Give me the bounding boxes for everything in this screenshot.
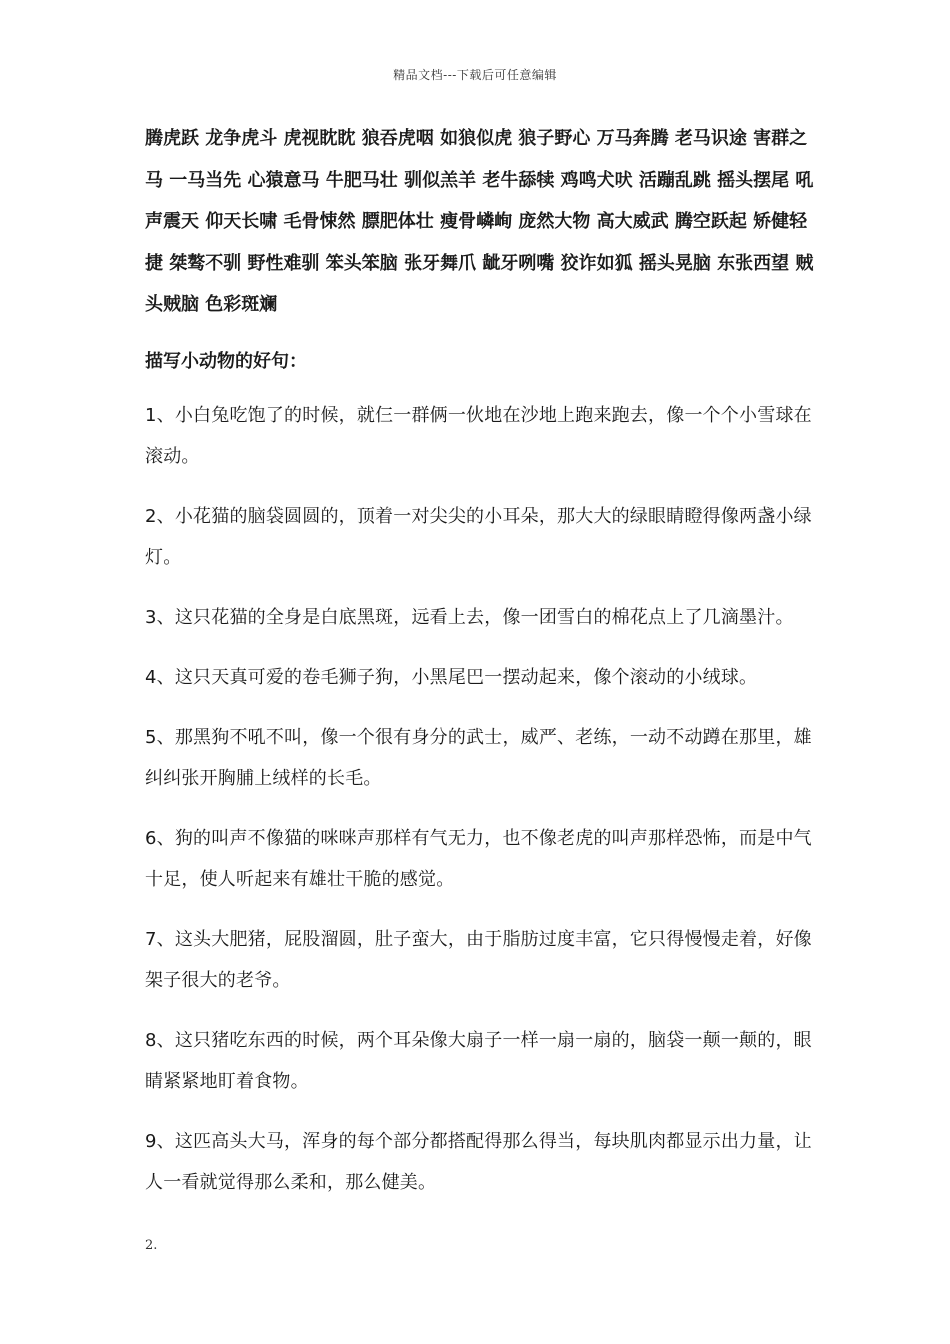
sentence-item: 7、这头大肥猪，屁股溜圆，肚子蛮大，由于脂肪过度丰富，它只得慢慢走着，好像架子很大的老爷。 <box>145 928 812 991</box>
document-body <box>145 118 820 1222</box>
sentence-item: 5、那黑狗不吼不叫，像一个很有身分的武士，威严、老练，一动不动蹲在那里，雄纠纠张开胸脯上绒样的长毛。 <box>145 726 812 789</box>
sentence-item: 3、这只花猫的全身是白底黑斑，远看上去，像一团雪白的棉花点上了几滴墨汁。 <box>145 606 794 628</box>
sentence-item: 2、小花猫的脑袋圆圆的，顶着一对尖尖的小耳朵，那大大的绿眼睛瞪得像两盏小绿灯。 <box>145 505 812 568</box>
idiom-list: 腾虎跃 龙争虎斗 虎视眈眈 狼吞虎咽 如狼似虎 狼子野心 万马奔腾 老马识途 害群之马 一马当先 心猿意马 牛肥马壮 驯似羔羊 老牛舔犊 鸡鸣犬吠 活蹦乱跳 摇头摆尾 吼声震天 仰天长啸 毛骨悚然 膘肥体壮 瘦骨嶙峋 庞然大物 高大威武 腾空跃起 矫健轻捷 桀骜不驯 野性难驯 笨头笨脑 张牙舞爪 龇牙咧嘴 狡诈如狐 摇头晃脑 东张西望 贼头贼脑 色彩斑斓 <box>145 128 814 315</box>
page-number: 2. <box>145 1238 158 1253</box>
sentence-item: 4、这只天真可爱的卷毛狮子狗，小黑尾巴一摆动起来，像个滚动的小绒球。 <box>145 666 758 688</box>
section-heading: 描写小动物的好句： <box>145 350 307 372</box>
sentence-item: 1、小白兔吃饱了的时候，就仨一群俩一伙地在沙地上跑来跑去，像一个个小雪球在滚动。 <box>145 404 812 467</box>
sentence-item: 6、狗的叫声不像猫的咪咪声那样有气无力，也不像老虎的叫声那样恐怖，而是中气十足，使人听起来有雄壮干脆的感觉。 <box>145 827 812 890</box>
page-header: 精品文档---下载后可任意编辑 <box>393 68 557 82</box>
sentence-item: 9、这匹高头大马，浑身的每个部分都搭配得那么得当，每块肌肉都显示出力量，让人一看就觉得那么柔和，那么健美。 <box>145 1130 812 1193</box>
sentence-item: 8、这只猪吃东西的时候，两个耳朵像大扇子一样一扇一扇的，脑袋一颠一颠的，眼睛紧紧地盯着食物。 <box>145 1029 812 1092</box>
sentence-list <box>145 395 820 1203</box>
